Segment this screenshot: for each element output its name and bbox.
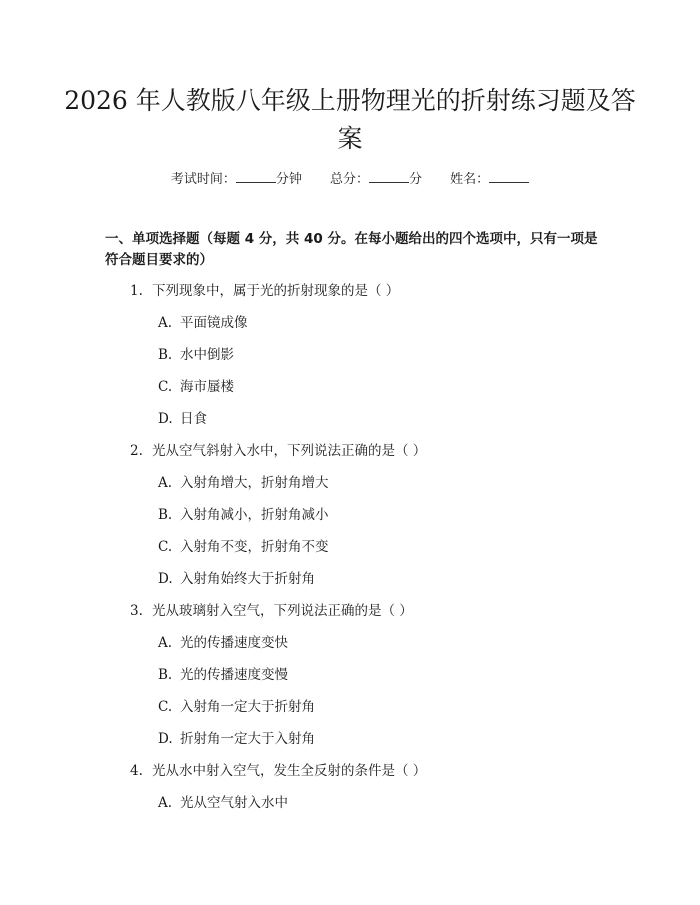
student-name-blank xyxy=(489,168,529,183)
option-letter: C. xyxy=(158,539,173,555)
option-letter: A. xyxy=(158,635,173,651)
question-number: 2. xyxy=(130,443,143,459)
option-letter: D. xyxy=(158,731,173,747)
option-text: 折射角一定大于入射角 xyxy=(180,731,315,747)
question xyxy=(130,441,426,461)
total-score-field xyxy=(330,168,422,190)
question-text: 光从水中射入空气，发生全反射的条件是（ ） xyxy=(152,763,427,779)
question xyxy=(130,761,426,781)
option-letter: B. xyxy=(158,667,173,683)
option-text: 入射角不变，折射角不变 xyxy=(180,539,329,555)
question-option xyxy=(158,537,329,557)
option-letter: C. xyxy=(158,699,173,715)
option-text: 海市蜃楼 xyxy=(180,379,234,395)
question-option xyxy=(158,665,288,685)
option-text: 入射角增大，折射角增大 xyxy=(180,475,329,491)
option-text: 日食 xyxy=(180,411,207,427)
option-letter: C. xyxy=(158,379,173,395)
exam-time-field xyxy=(171,168,302,190)
option-letter: A. xyxy=(158,795,173,811)
option-text: 入射角一定大于折射角 xyxy=(180,699,315,715)
question-text: 光从空气斜射入水中，下列说法正确的是（ ） xyxy=(152,443,427,459)
exam-meta xyxy=(0,168,700,190)
question-text: 光从玻璃射入空气，下列说法正确的是（ ） xyxy=(152,603,413,619)
student-name-field xyxy=(450,168,529,190)
option-letter: D. xyxy=(158,571,173,587)
option-text: 入射角减小，折射角减小 xyxy=(180,507,329,523)
document-title: 2026 年人教版八年级上册物理光的折射练习题及答案 xyxy=(64,86,636,153)
question xyxy=(130,601,413,621)
exam-time-blank xyxy=(236,168,276,183)
total-score-label: 总分： xyxy=(329,172,369,187)
total-score-blank xyxy=(369,168,409,183)
option-text: 入射角始终大于折射角 xyxy=(180,571,315,587)
total-score-unit: 分 xyxy=(409,172,423,187)
section-heading: 一、单项选择题（每题 4 分，共 40 分。在每小题给出的四个选项中，只有一项是符合题目要求的） xyxy=(105,231,598,268)
question-option xyxy=(158,377,234,397)
option-letter: A. xyxy=(158,475,173,491)
question-option xyxy=(158,633,288,653)
option-letter: A. xyxy=(158,315,173,331)
option-text: 水中倒影 xyxy=(180,347,234,363)
question-option xyxy=(158,729,315,749)
question-option xyxy=(158,697,315,717)
question-text: 下列现象中，属于光的折射现象的是（ ） xyxy=(152,283,400,299)
option-text: 光的传播速度变快 xyxy=(180,635,288,651)
option-letter: B. xyxy=(158,507,173,523)
option-text: 光的传播速度变慢 xyxy=(180,667,288,683)
question-option xyxy=(158,313,248,333)
exam-time-unit: 分钟 xyxy=(275,172,302,187)
question-option xyxy=(158,569,315,589)
exam-time-label: 考试时间： xyxy=(170,172,236,187)
question-number: 1. xyxy=(130,283,143,299)
option-letter: B. xyxy=(158,347,173,363)
question-option xyxy=(158,345,234,365)
option-text: 平面镜成像 xyxy=(180,315,248,331)
student-name-label: 姓名： xyxy=(450,172,490,187)
option-letter: D. xyxy=(158,411,173,427)
question-number: 3. xyxy=(130,603,143,619)
option-text: 光从空气射入水中 xyxy=(180,795,288,811)
question-option xyxy=(158,473,329,493)
question-number: 4. xyxy=(130,763,143,779)
question-option xyxy=(158,793,288,813)
question-option xyxy=(158,409,207,429)
question xyxy=(130,281,399,301)
question-option xyxy=(158,505,329,525)
